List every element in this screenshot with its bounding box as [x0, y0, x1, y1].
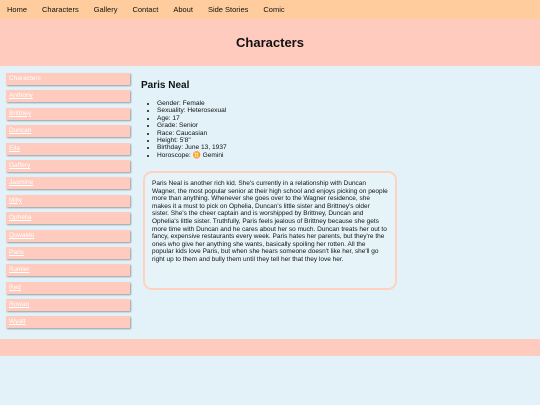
fact-birthday: • Birthday: June 13, 1937: [157, 144, 396, 151]
sidebar-item-paris[interactable]: Paris: [6, 247, 130, 259]
sidebar: [6, 73, 130, 334]
sidebar-item-red[interactable]: Red: [6, 282, 130, 294]
sidebar-item-duncan[interactable]: Duncan: [6, 125, 130, 137]
character-bio: Paris Neal is another rich kid. She's currently in a relationship with Duncan Wagner, the most popular senior at their high school and enjoys picking on people more than anything. Whenever she goes over to the Wagner residence, she makes it a must to pick on Ophelia, Duncan's little sister and Brittney's older sister. She's the cheer captain and is worshipped by Brittney, Duncan and Ophelia's little sister. Truthfully, Paris feels jealous of Brittney because she gets more time with Duncan and he cares about her so much. Duncan treats her out to fancy, expensive restaurants every week. Paris hates her parents, but they're the ones who give her anything she wants, basically spoiling her rotten. All the popular kids love Paris, but when she hears someone doesn't like her, she'll go right up to them and bully them until they tell her that they love her.: [143, 171, 397, 290]
nav-about[interactable]: About: [173, 5, 193, 14]
top-nav: [0, 0, 540, 19]
nav-home[interactable]: Home: [7, 5, 28, 14]
character-facts: [141, 100, 396, 159]
sidebar-item-ophelia[interactable]: Ophelia: [6, 212, 130, 224]
character-name: Paris Neal: [141, 80, 190, 91]
fact-race: • Race: Caucasian: [157, 130, 396, 137]
sidebar-item-anthony[interactable]: Anthony: [6, 90, 130, 102]
page-footer: [0, 339, 540, 356]
nav-characters[interactable]: Characters: [42, 5, 79, 14]
sidebar-item-gaffery[interactable]: Gaffery: [6, 160, 130, 172]
sidebar-item-rowan[interactable]: Rowan: [6, 299, 130, 311]
nav-contact[interactable]: Contact: [132, 5, 159, 14]
fact-sexuality: • Sexuality: Heterosexual: [157, 107, 396, 114]
sidebar-item-milly[interactable]: Milly: [6, 195, 130, 207]
sidebar-item-rainier[interactable]: Rainier: [6, 264, 130, 276]
fact-age: • Age: 17: [157, 115, 396, 122]
fact-horoscope: • Horoscope: ♊ Gemini: [157, 152, 396, 159]
sidebar-item-wyatt[interactable]: Wyatt: [6, 316, 130, 328]
page-title: Characters: [236, 35, 304, 50]
fact-height: • Height: 5'8": [157, 137, 396, 144]
fact-grade: • Grade: Senior: [157, 122, 396, 129]
nav-side-stories[interactable]: Side Stories: [207, 5, 249, 14]
fact-gender: • Gender: Female: [157, 100, 396, 107]
sidebar-item-brittney[interactable]: Brittney: [6, 108, 130, 120]
sidebar-item-jasmine[interactable]: Jasmine: [6, 177, 130, 189]
nav-gallery[interactable]: Gallery: [93, 5, 118, 14]
sidebar-item-oswaldo[interactable]: Oswaldo: [6, 230, 130, 242]
sidebar-item-ella[interactable]: Ella: [6, 143, 130, 155]
page-header: [0, 19, 540, 66]
sidebar-heading-characters[interactable]: Characters: [6, 73, 130, 85]
character-profile: [141, 80, 396, 159]
nav-comic[interactable]: Comic: [263, 5, 285, 14]
